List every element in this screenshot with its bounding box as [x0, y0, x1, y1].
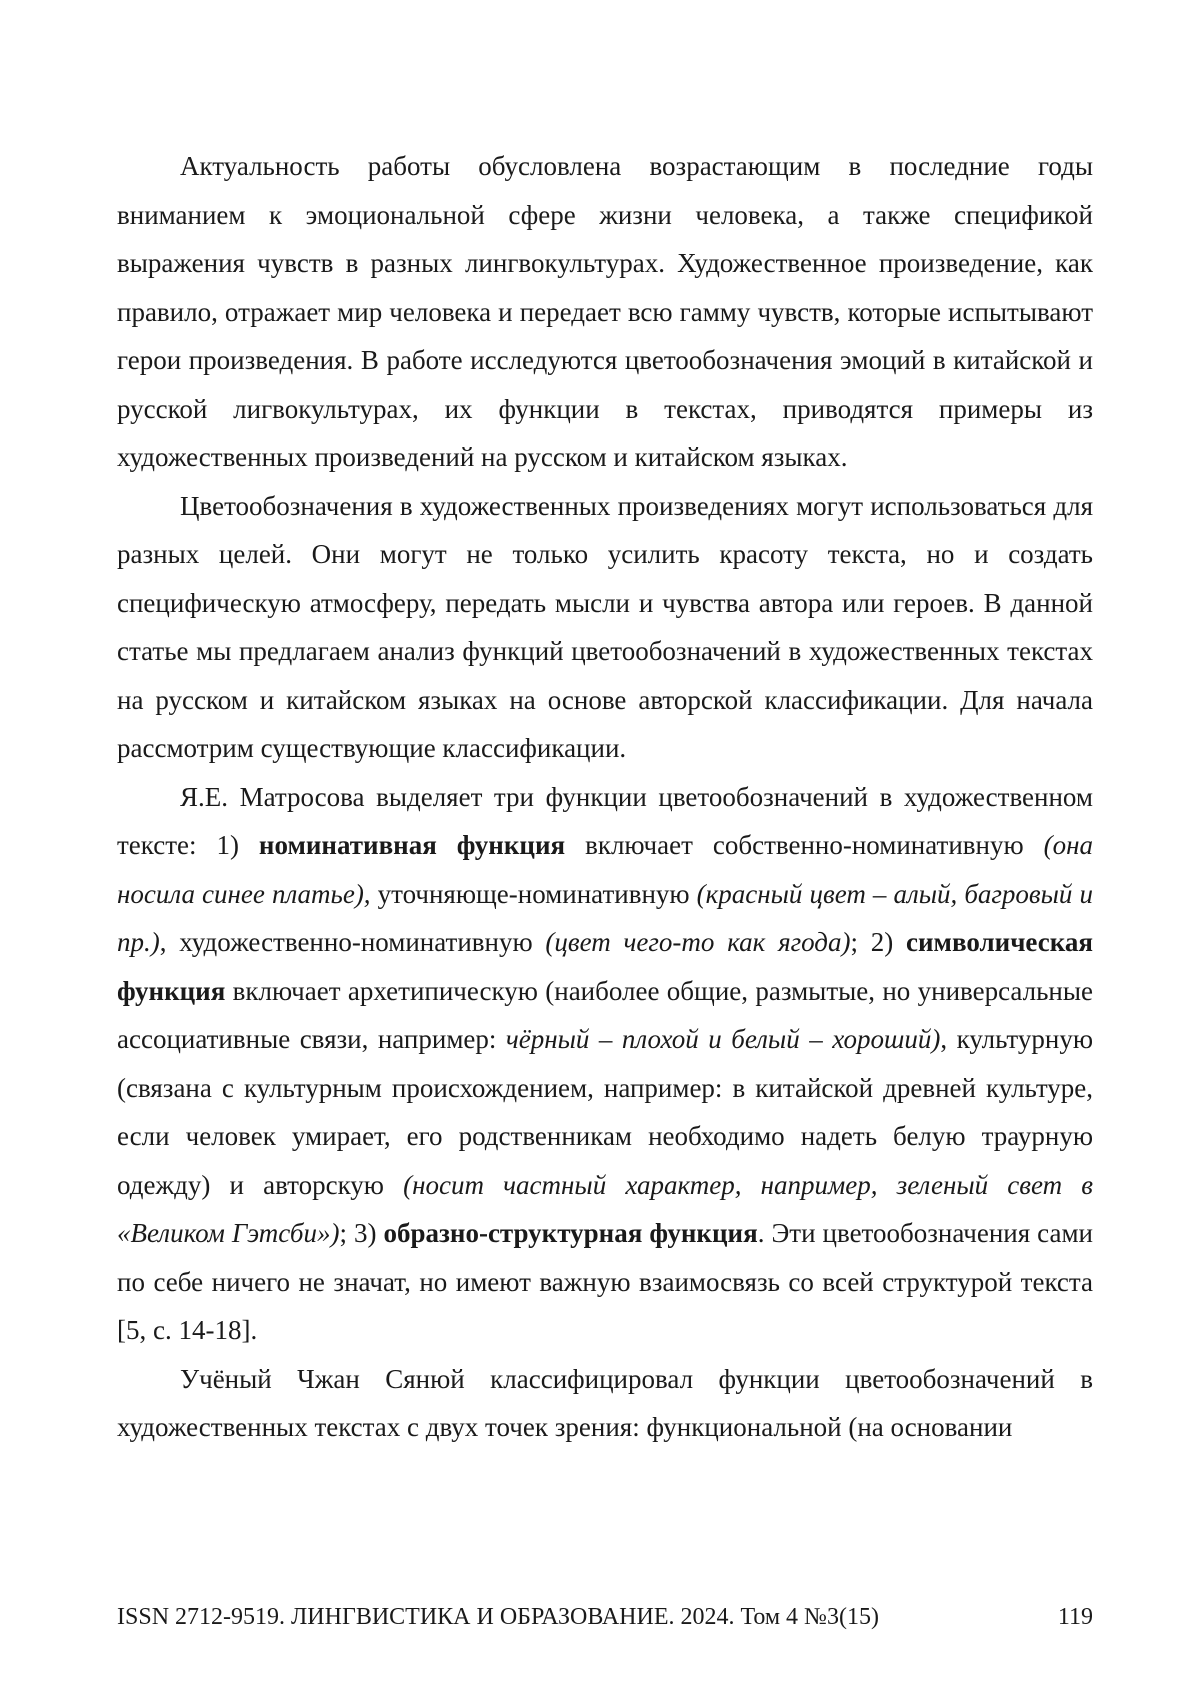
italic-example: (красный цвет – алый, багровый и пр.) — [117, 879, 1093, 958]
paragraph-relevance: Актуальность работы обусловлена возрастающим в последние годы вниманием к эмоциональной сфере жизни человека, а также спецификой выражения чувств в разных лингвокультурах. Художественное произведение, как правило, отражает мир человека и передает всю гамму чувств, которые испытывают герои произведения. В работе исследуются цветообозначения эмоций в китайской и русской лигвокультурах, их функции в текстах, приводятся примеры из художественных произведений на русском и китайском языках. — [117, 142, 1093, 482]
text-segment: уточняюще-номинативную — [371, 879, 697, 909]
text-segment: включает собственно-номинативную — [565, 830, 1043, 860]
text-segment: ; 2) — [850, 927, 906, 957]
text-segment: . Эти цветообозначения сами по себе ничего не значат, но имеют важную взаимосвязь со всей структурой текста [5, с. 14-18]. — [117, 1218, 1093, 1345]
bold-term-nominative: номинативная функция — [259, 830, 565, 860]
bold-term-figurative-structural: образно-структурная функция — [384, 1218, 758, 1248]
text-segment: включает архетипическую (наиболее общие, размытые, но универсальные ассоциативные связи, например: — [117, 976, 1093, 1055]
italic-example: чёрный – плохой и белый – хороший) — [506, 1024, 941, 1054]
text-segment: ; 3) — [340, 1218, 384, 1248]
journal-citation: ISSN 2712-9519. ЛИНГВИСТИКА И ОБРАЗОВАНИЕ. 2024. Том 4 №3(15) — [117, 1602, 879, 1632]
italic-example: (цвет чего-то как ягода) — [545, 927, 850, 957]
paragraph-zhang-xiangyu: Учёный Чжан Сянюй классифицировал функции цветообозначений в художественных текстах с двух точек зрения: функциональной (на основании — [117, 1355, 1093, 1452]
italic-example: (носит частный характер, например, зеленый свет в «Великом Гэтсби») — [117, 1170, 1093, 1249]
text-segment: , художественно-номинативную — [160, 927, 546, 957]
text-segment: Я.Е. Матросова выделяет три функции цветообозначений в художественном тексте: 1) — [117, 782, 1093, 861]
bold-term-symbolic: символическая функция — [117, 927, 1093, 1006]
paragraph-matrosova-classification — [117, 773, 1093, 1355]
article-body — [117, 142, 1093, 1452]
text-segment: , культурную (связана с культурным происхождением, например: в китайской древней культуре, если человек умирает, его родственникам необходимо надеть белую траурную одежду) и авторскую — [117, 1024, 1093, 1200]
italic-example: (она носила синее платье), — [117, 830, 1093, 909]
page-number: 119 — [1058, 1602, 1093, 1632]
paragraph-color-terms-purposes: Цветообозначения в художественных произведениях могут использоваться для разных целей. Они могут не только усилить красоту текста, но и создать специфическую атмосферу, передать мысли и чувства автора или героев. В данной статье мы предлагаем анализ функций цветообозначений в художественных текстах на русском и китайском языках на основе авторской классификации. Для начала рассмотрим существующие классификации. — [117, 482, 1093, 773]
